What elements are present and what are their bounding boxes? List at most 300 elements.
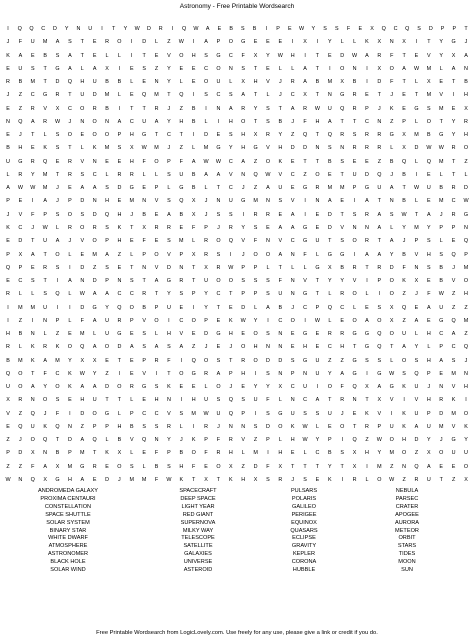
grid-letter: I (205, 105, 207, 112)
grid-letter: Y (278, 132, 283, 139)
grid-letter: T (112, 26, 116, 32)
grid-letter: I (69, 264, 71, 271)
grid-letter: W (438, 291, 444, 298)
grid-letter: C (327, 344, 332, 351)
grid-letter: N (340, 145, 345, 152)
grid-letter: G (389, 384, 394, 391)
grid-letter: R (377, 52, 382, 59)
grid-letter: B (464, 79, 468, 86)
grid-letter: E (142, 397, 146, 404)
grid-letter: O (43, 397, 48, 404)
grid-letter: T (179, 132, 183, 139)
grid-letter: T (229, 291, 233, 298)
grid-letter: G (18, 158, 23, 165)
grid-letter: Z (464, 304, 468, 311)
grid-letter: E (328, 423, 332, 430)
grid-letter: Y (167, 79, 171, 86)
grid-letter: V (228, 171, 233, 178)
grid-letter: T (43, 251, 47, 258)
grid-letter: N (278, 344, 283, 351)
grid-letter: I (465, 397, 467, 404)
word-list-item: APOGEE (395, 511, 419, 518)
grid-letter: G (104, 410, 110, 417)
grid-letter: O (228, 39, 233, 46)
grid-letter: J (452, 264, 455, 271)
grid-letter: W (463, 198, 469, 205)
grid-letter: Q (377, 171, 382, 178)
grid-letter: T (278, 105, 282, 112)
grid-letter: X (427, 79, 431, 86)
grid-letter: U (290, 410, 295, 417)
word-list-item: ASTRONOMER (47, 551, 89, 558)
grid-letter: W (302, 437, 308, 444)
grid-letter: C (216, 291, 221, 298)
grid-letter: Y (427, 437, 431, 444)
grid-letter: E (315, 211, 320, 218)
grid-letter: A (80, 437, 85, 444)
grid-letter: B (6, 357, 10, 364)
grid-letter: D (92, 92, 97, 99)
grid-letter: C (117, 291, 122, 298)
word-list-item: LIGHT YEAR (181, 503, 215, 510)
grid-letter: R (43, 264, 48, 271)
grid-letter: E (290, 344, 295, 351)
grid-letter: P (6, 450, 10, 457)
grid-letter: Z (6, 437, 10, 444)
grid-letter: L (105, 52, 109, 59)
grid-letter: T (439, 118, 443, 125)
grid-letter: P (105, 278, 109, 285)
word-list-item: PULSARS (290, 488, 318, 494)
grid-letter: E (241, 384, 245, 391)
grid-letter: M (451, 370, 456, 377)
grid-letter: B (191, 171, 196, 178)
grid-letter: C (228, 158, 233, 165)
word-list-item: UNIVERSE (183, 559, 213, 566)
grid-letter: R (92, 224, 97, 231)
grid-letter: I (32, 198, 34, 205)
grid-letter: L (414, 158, 418, 165)
grid-letter: S (266, 278, 270, 285)
grid-letter: O (352, 238, 357, 245)
grid-letter: X (253, 52, 258, 59)
grid-letter: S (204, 92, 208, 99)
word-list-item: BINARY STAR (49, 527, 87, 534)
grid-letter: Y (377, 450, 382, 457)
grid-letter: E (6, 278, 10, 285)
grid-letter: K (290, 423, 295, 430)
grid-letter: X (30, 450, 35, 457)
grid-letter: X (370, 26, 374, 32)
word-list-item: ECLIPSE (292, 535, 316, 542)
grid-letter: V (6, 410, 10, 417)
grid-letter: X (278, 463, 283, 470)
grid-letter: U (43, 304, 48, 311)
grid-letter: L (291, 264, 295, 271)
grid-letter: J (241, 251, 245, 258)
grid-letter: A (191, 158, 196, 165)
grid-letter: E (352, 158, 357, 165)
grid-letter: E (402, 105, 406, 112)
grid-letter: Z (105, 370, 109, 377)
grid-letter: Q (451, 317, 456, 324)
grid-letter: M (438, 105, 444, 112)
grid-letter: L (353, 304, 357, 311)
grid-letter: X (352, 450, 357, 457)
grid-letter: D (303, 145, 308, 152)
grid-letter: S (228, 92, 233, 99)
grid-letter: V (266, 79, 270, 86)
grid-letter: Z (18, 317, 23, 324)
grid-letter: Q (352, 437, 357, 444)
grid-letter: W (79, 291, 85, 298)
grid-letter: A (6, 185, 10, 192)
grid-letter: G (142, 132, 147, 139)
grid-letter: N (67, 423, 72, 430)
grid-letter: H (241, 132, 246, 139)
grid-letter: N (278, 370, 283, 377)
grid-letter: O (389, 331, 394, 338)
grid-letter: C (92, 171, 97, 178)
grid-letter: B (117, 79, 122, 86)
grid-letter: I (180, 397, 183, 404)
grid-letter: X (377, 65, 382, 72)
grid-letter: R (265, 132, 270, 139)
grid-letter: Q (18, 423, 23, 430)
grid-letter: X (228, 463, 233, 470)
grid-letter: S (303, 410, 307, 417)
grid-letter: G (451, 437, 456, 444)
grid-letter: H (166, 331, 171, 338)
grid-letter: Q (179, 198, 184, 205)
grid-letter: I (69, 410, 71, 417)
grid-letter: U (327, 105, 332, 112)
grid-letter: R (166, 224, 171, 231)
grid-letter: D (439, 410, 444, 417)
grid-letter: K (6, 52, 10, 59)
grid-letter: E (92, 39, 97, 46)
grid-letter: U (216, 79, 221, 86)
grid-letter: L (278, 397, 282, 404)
grid-letter: T (377, 92, 381, 99)
grid-letter: R (67, 224, 72, 231)
grid-letter: M (42, 185, 48, 192)
grid-letter: R (340, 132, 345, 139)
grid-letter: E (105, 158, 109, 165)
grid-letter: Z (365, 437, 369, 444)
grid-letter: T (117, 357, 122, 364)
grid-letter: E (427, 171, 431, 178)
grid-letter: S (216, 211, 221, 218)
grid-letter: R (129, 171, 134, 178)
grid-letter: X (253, 477, 258, 483)
grid-letter: P (276, 26, 280, 32)
grid-letter: D (18, 238, 23, 245)
grid-letter: O (80, 105, 85, 112)
grid-letter: A (389, 238, 394, 245)
grid-letter: P (92, 423, 97, 430)
grid-letter: F (266, 463, 270, 470)
grid-letter: N (154, 79, 159, 86)
grid-letter: Y (414, 344, 419, 351)
grid-letter: V (167, 52, 171, 59)
grid-letter: V (241, 437, 245, 444)
grid-letter: B (191, 118, 196, 125)
grid-letter: Z (154, 65, 159, 72)
grid-letter: M (253, 450, 258, 457)
grid-letter: J (179, 437, 183, 444)
grid-letter: X (191, 198, 196, 205)
grid-letter: L (365, 477, 369, 483)
grid-letter: I (265, 26, 268, 32)
grid-letter: N (179, 264, 184, 271)
grid-letter: K (30, 357, 35, 364)
grid-letter: Z (451, 477, 456, 483)
grid-letter: T (154, 132, 159, 139)
grid-letter: Z (402, 477, 406, 483)
grid-letter: A (117, 118, 122, 125)
grid-letter: T (315, 158, 320, 165)
grid-letter: H (228, 118, 233, 125)
grid-letter: Q (17, 26, 22, 32)
grid-letter: U (43, 238, 48, 245)
grid-letter: F (390, 52, 394, 59)
grid-letter: A (365, 317, 369, 324)
grid-letter: S (105, 185, 109, 192)
grid-letter: X (55, 105, 60, 112)
grid-letter: H (278, 145, 283, 152)
grid-letter: X (389, 304, 394, 311)
grid-letter: A (205, 26, 210, 32)
grid-letter: U (426, 185, 431, 192)
grid-letter: C (365, 118, 369, 125)
grid-letter: H (253, 344, 258, 351)
word-list-item: QUASARS (290, 527, 318, 534)
grid-letter: X (328, 264, 332, 271)
grid-letter: L (464, 171, 468, 178)
grid-letter: A (30, 251, 35, 258)
grid-letter: R (166, 423, 171, 430)
grid-letter: T (142, 105, 146, 112)
grid-letter: J (167, 105, 171, 112)
grid-letter: N (389, 39, 394, 46)
grid-letter: O (55, 251, 60, 258)
grid-letter: L (130, 450, 134, 457)
grid-letter: M (327, 79, 333, 86)
grid-letter: R (278, 477, 283, 483)
grid-letter: U (216, 410, 221, 417)
grid-letter: S (55, 145, 60, 152)
grid-letter: H (365, 450, 369, 457)
grid-letter: O (377, 477, 382, 483)
grid-letter: O (30, 437, 35, 444)
grid-letter: E (55, 158, 60, 165)
grid-letter: M (438, 158, 444, 165)
grid-letter: X (402, 132, 406, 139)
grid-letter: Z (6, 463, 10, 470)
grid-letter: P (142, 357, 146, 364)
grid-letter: L (105, 437, 109, 444)
grid-letter: B (278, 304, 283, 311)
grid-letter: U (204, 278, 208, 285)
grid-letter: R (327, 331, 332, 338)
grid-letter: R (352, 145, 357, 152)
grid-letter: B (179, 450, 184, 457)
grid-letter: G (451, 39, 456, 46)
grid-letter: N (377, 118, 382, 125)
grid-letter: X (352, 463, 357, 470)
grid-letter: X (142, 224, 146, 231)
grid-letter: S (253, 224, 258, 231)
grid-letter: E (191, 65, 196, 72)
grid-letter: O (463, 145, 469, 152)
grid-letter: M (438, 198, 444, 205)
grid-letter: J (241, 185, 245, 192)
grid-letter: T (315, 132, 320, 139)
grid-letter: S (55, 397, 60, 404)
grid-letter: P (439, 344, 444, 351)
grid-letter: D (327, 224, 332, 231)
grid-letter: L (315, 251, 319, 258)
grid-letter: J (204, 211, 208, 218)
grid-letter: X (377, 397, 382, 404)
grid-letter: T (229, 357, 233, 364)
grid-letter: R (117, 317, 122, 324)
grid-letter: H (228, 450, 233, 457)
grid-letter: Q (5, 370, 11, 377)
grid-letter: Z (328, 357, 332, 364)
grid-letter: A (216, 171, 221, 178)
grid-letter: O (265, 158, 271, 165)
grid-letter: E (315, 477, 320, 483)
grid-letter: O (67, 132, 72, 139)
grid-letter: D (67, 437, 72, 444)
grid-letter: T (216, 477, 221, 483)
grid-letter: O (290, 317, 295, 324)
grid-letter: Q (5, 264, 11, 271)
grid-letter: Q (228, 238, 233, 245)
grid-letter: M (42, 171, 48, 178)
grid-letter: S (129, 463, 134, 470)
grid-letter: U (105, 317, 109, 324)
grid-letter: L (130, 397, 134, 404)
grid-letter: Z (253, 158, 258, 165)
grid-letter: P (18, 264, 23, 271)
grid-letter: R (451, 185, 456, 192)
grid-letter: D (80, 304, 85, 311)
grid-letter: I (69, 304, 71, 311)
grid-letter: V (340, 224, 344, 231)
grid-letter: S (80, 211, 85, 218)
grid-letter: U (228, 198, 233, 205)
word-list-item: ANDROMEDA GALAXY (38, 488, 98, 494)
grid-letter: R (414, 477, 419, 483)
grid-letter: Y (167, 118, 171, 125)
grid-letter: L (390, 357, 394, 364)
grid-letter: O (352, 317, 357, 324)
grid-letter: F (154, 450, 159, 457)
grid-letter: U (426, 477, 431, 483)
grid-letter: E (6, 132, 10, 139)
grid-letter: A (68, 52, 72, 59)
grid-letter: R (290, 79, 295, 86)
grid-letter: E (414, 52, 419, 59)
grid-letter: H (228, 331, 233, 338)
grid-letter: N (228, 65, 233, 72)
grid-letter: J (204, 198, 208, 205)
grid-letter: O (401, 357, 407, 364)
grid-letter: Q (302, 132, 308, 139)
grid-letter: E (427, 198, 431, 205)
grid-letter: V (303, 278, 307, 285)
grid-letter: U (6, 384, 10, 391)
grid-letter: E (117, 264, 122, 271)
grid-letter: I (56, 278, 59, 285)
grid-letter: A (278, 224, 283, 231)
grid-letter: G (463, 211, 469, 218)
grid-letter: W (30, 185, 36, 192)
grid-letter: E (365, 158, 369, 165)
grid-letter: P (204, 437, 208, 444)
grid-letter: L (390, 224, 394, 231)
word-list-item: TIDES (398, 551, 416, 558)
grid-letter: P (427, 370, 431, 377)
grid-letter: N (265, 238, 270, 245)
word-list-item: NEBULA (395, 488, 419, 494)
grid-letter: P (328, 437, 332, 444)
grid-letter: H (464, 291, 468, 298)
grid-letter: W (389, 370, 395, 377)
grid-letter: A (365, 251, 369, 258)
grid-letter: H (117, 211, 122, 218)
grid-letter: H (6, 331, 10, 338)
grid-letter: N (241, 423, 246, 430)
grid-letter: R (265, 211, 270, 218)
grid-letter: J (6, 211, 10, 218)
grid-letter: L (204, 118, 208, 125)
grid-letter: S (303, 477, 307, 483)
grid-letter: I (267, 450, 269, 457)
grid-letter: T (43, 65, 47, 72)
grid-letter: T (80, 52, 84, 59)
grid-letter: V (451, 423, 456, 430)
grid-letter: V (43, 105, 47, 112)
grid-letter: E (328, 52, 332, 59)
grid-letter: E (290, 158, 295, 165)
grid-letter: E (315, 331, 320, 338)
grid-letter: V (451, 278, 456, 285)
grid-letter: C (451, 344, 456, 351)
grid-letter: X (464, 477, 468, 483)
grid-letter: A (30, 118, 35, 125)
grid-letter: V (266, 145, 270, 152)
grid-letter: N (6, 118, 10, 125)
grid-letter: V (278, 238, 283, 245)
word-list-item: SPACE SHUTTLE (45, 511, 91, 518)
grid-letter: J (229, 344, 233, 351)
grid-letter: W (438, 145, 444, 152)
word-list-item: EQUINOX (291, 519, 317, 526)
grid-letter: I (192, 39, 195, 46)
grid-letter: I (366, 65, 368, 72)
grid-letter: P (167, 158, 171, 165)
grid-letter: S (323, 26, 327, 32)
grid-letter: F (216, 437, 221, 444)
grid-letter: H (67, 477, 72, 483)
grid-letter: A (204, 39, 208, 46)
grid-letter: X (117, 450, 122, 457)
grid-letter: U (80, 92, 85, 99)
